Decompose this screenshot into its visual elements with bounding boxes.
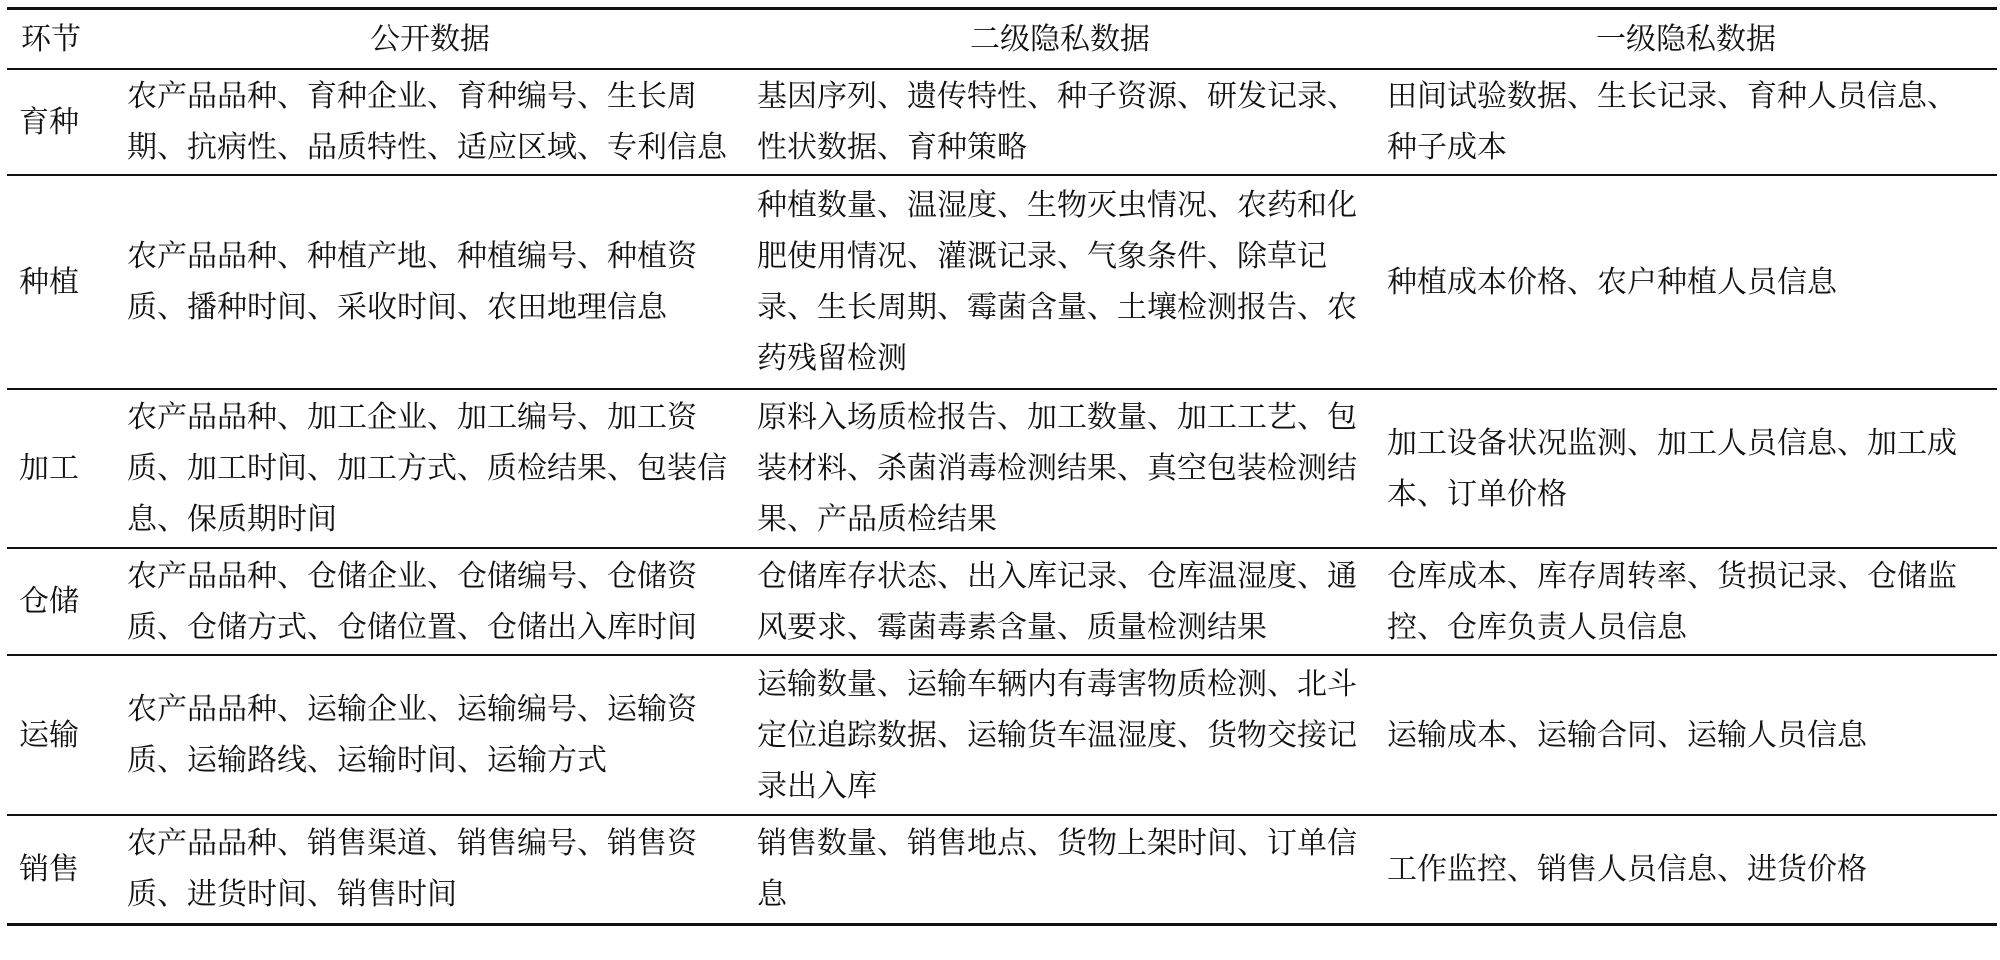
table-row xyxy=(7,175,1997,389)
stage-cell: 加工 xyxy=(19,451,79,486)
secondary-private-cell: 基因序列、遗传特性、种子资源、研发记录、性状数据、育种策略 xyxy=(757,79,1357,165)
table-row xyxy=(7,548,1997,655)
stage-cell: 运输 xyxy=(19,717,79,753)
table-row xyxy=(7,655,1997,815)
table-row xyxy=(7,69,1997,175)
data-classification-table xyxy=(7,7,1997,926)
table-row xyxy=(7,389,1997,548)
stage-cell: 销售 xyxy=(19,851,79,887)
secondary-private-cell: 原料入场质检报告、加工数量、加工工艺、包装材料、杀菌消毒检测结果、真空包装检测结果、产品质检结果 xyxy=(757,400,1357,537)
data-classification-table-container xyxy=(7,7,1997,926)
header-row xyxy=(7,9,1997,70)
secondary-private-cell: 仓储库存状态、出入库记录、仓库温湿度、通风要求、霉菌毒素含量、质量检测结果 xyxy=(757,558,1357,645)
header-secondary-private-data: 二级隐私数据 xyxy=(970,21,1150,57)
primary-private-cell: 田间试验数据、生长记录、育种人员信息、种子成本 xyxy=(1387,79,1957,165)
secondary-private-cell: 运输数量、运输车辆内有毒害物质检测、北斗定位追踪数据、运输货车温湿度、货物交接记录出入库 xyxy=(757,666,1357,804)
public-data-cell: 农产品品种、育种企业、育种编号、生长周期、抗病性、品质特性、适应区域、专利信息 xyxy=(127,79,727,165)
table-header xyxy=(7,9,1997,70)
primary-private-cell: 工作监控、销售人员信息、进货价格 xyxy=(1387,851,1867,887)
public-data-cell: 农产品品种、销售渠道、销售编号、销售资质、进货时间、销售时间 xyxy=(127,826,697,913)
public-data-cell: 农产品品种、运输企业、运输编号、运输资质、运输路线、运输时间、运输方式 xyxy=(127,692,697,778)
secondary-private-cell: 销售数量、销售地点、货物上架时间、订单信息 xyxy=(757,826,1357,913)
primary-private-cell: 加工设备状况监测、加工人员信息、加工成本、订单价格 xyxy=(1387,425,1957,512)
public-data-cell: 农产品品种、种植产地、种植编号、种植资质、播种时间、采收时间、农田地理信息 xyxy=(127,239,697,325)
public-data-cell: 农产品品种、仓储企业、仓储编号、仓储资质、仓储方式、仓储位置、仓储出入库时间 xyxy=(127,558,697,645)
stage-cell: 育种 xyxy=(19,104,79,140)
table-body xyxy=(7,69,1997,924)
stage-cell: 仓储 xyxy=(19,584,79,619)
table-row xyxy=(7,815,1997,924)
secondary-private-cell: 种植数量、温湿度、生物灭虫情况、农药和化肥使用情况、灌溉记录、气象条件、除草记录、生长周期、霉菌含量、土壤检测报告、农药残留检测 xyxy=(757,188,1357,376)
header-primary-private-data: 一级隐私数据 xyxy=(1596,21,1776,57)
stage-cell: 种植 xyxy=(19,264,79,300)
public-data-cell: 农产品品种、加工企业、加工编号、加工资质、加工时间、加工方式、质检结果、包装信息、保质期时间 xyxy=(127,400,727,537)
header-stage: 环节 xyxy=(21,21,81,57)
header-public-data: 公开数据 xyxy=(370,21,490,57)
primary-private-cell: 种植成本价格、农户种植人员信息 xyxy=(1387,264,1837,300)
primary-private-cell: 运输成本、运输合同、运输人员信息 xyxy=(1387,717,1867,753)
primary-private-cell: 仓库成本、库存周转率、货损记录、仓储监控、仓库负责人员信息 xyxy=(1387,558,1957,645)
